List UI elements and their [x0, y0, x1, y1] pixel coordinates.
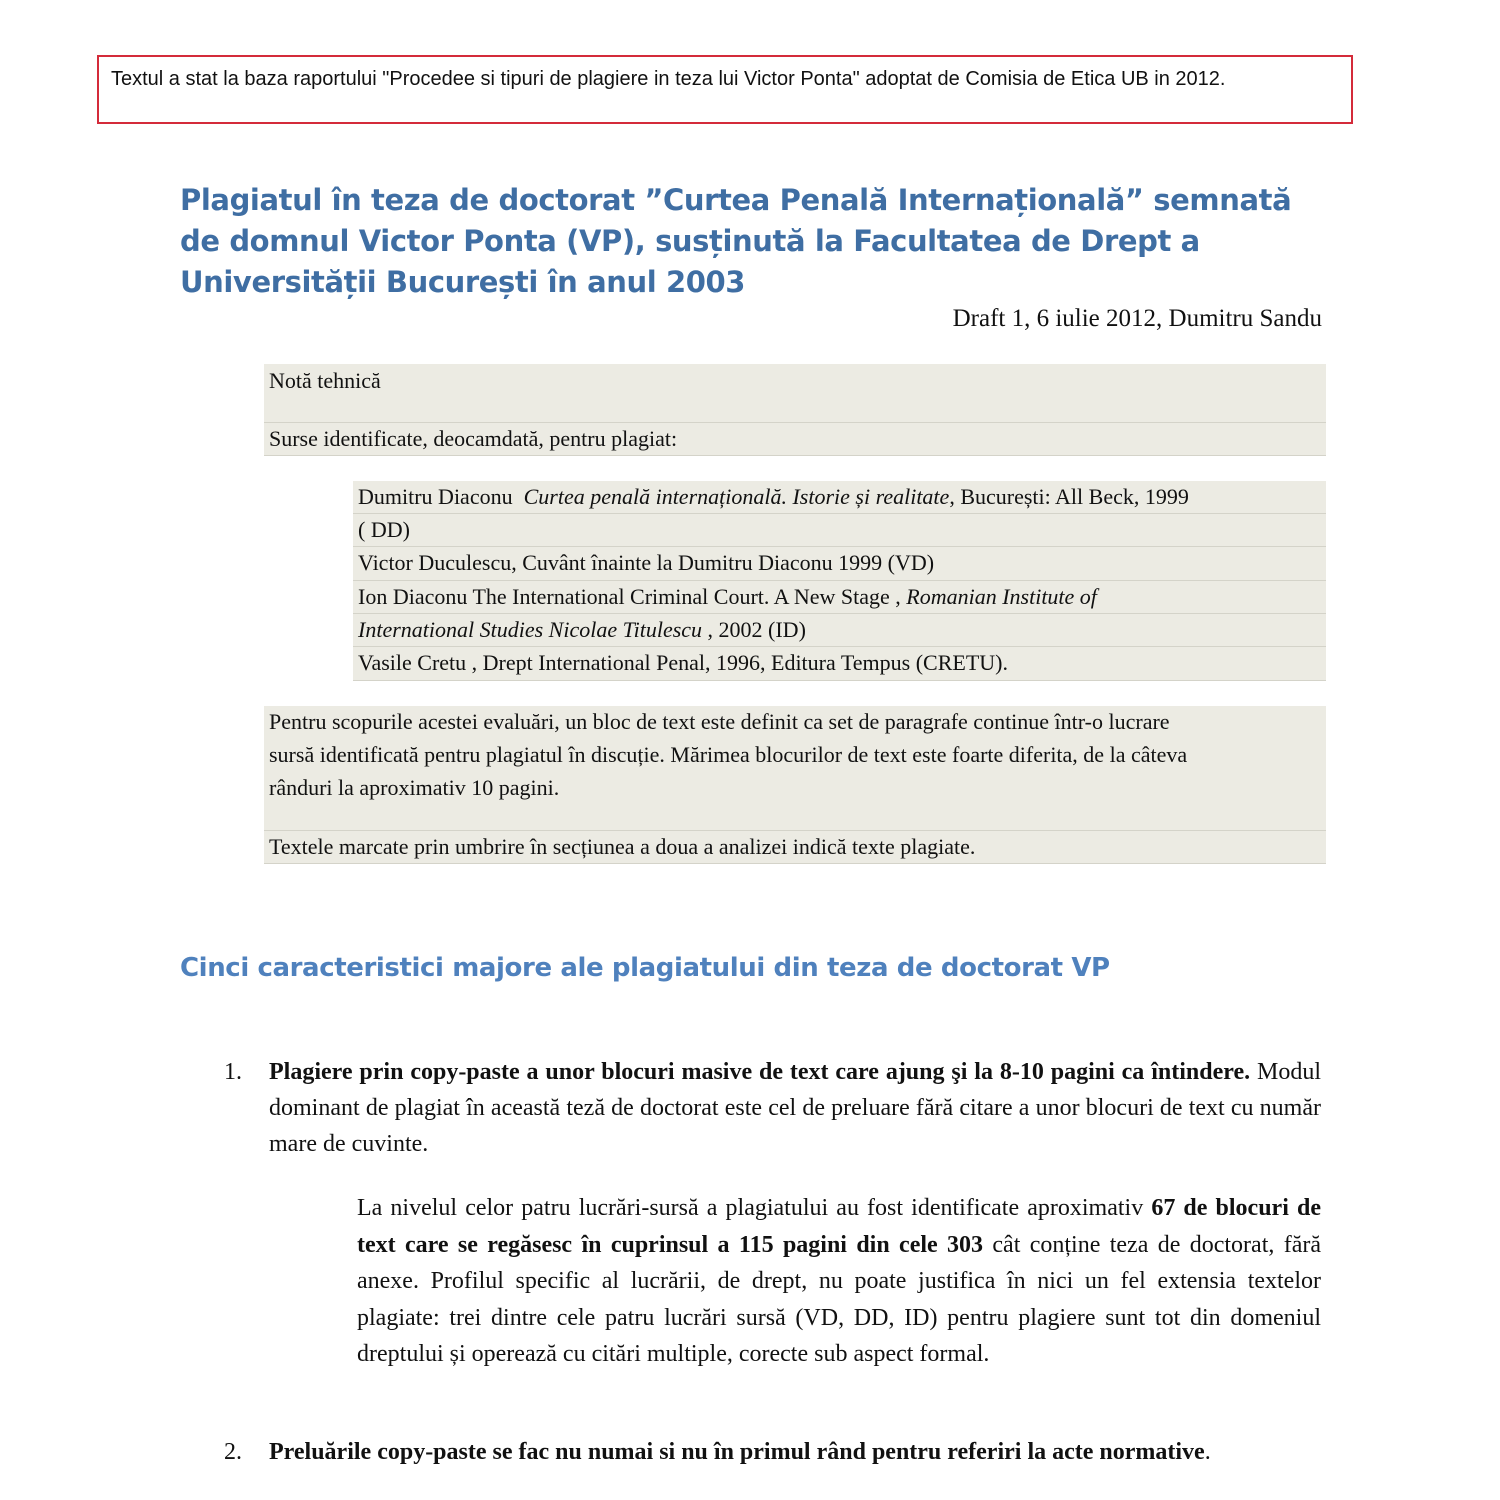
source-abbreviation: ( DD)	[353, 514, 1326, 547]
paragraph-end: cât conține teza de doctorat, fără anexe. Profilul specific al lucrării, de drept, nu poate justifica în nici un fel extensia textelor plagiate: trei dintre cele patru lucrări sursă (VD, DD, ID) pentru plagiere sunt tot din domeniul dreptului și operează cu citări multiple, corecte sub aspect formal.	[357, 1231, 1322, 1367]
paragraph-start: La nivelul celor patru lucrări-sursă a plagiatului au fost identificate aproximativ	[357, 1195, 1152, 1221]
paragraph-bold: 67 de blocuri de text care se regăsesc în cuprinsul a 115 pagini din cele 303	[357, 1195, 1321, 1258]
list-item	[269, 1054, 1321, 1162]
section-heading: Cinci caracteristici majore ale plagiatului din teza de doctorat VP	[180, 953, 1110, 983]
source-item: Vasile Cretu , Drept International Penal, 1996, Editura Tempus (CRETU).	[353, 647, 1326, 681]
definition-line: sursă identificată pentru plagiatul în discuție. Mărimea blocurilor de text este foarte diferita, de la câteva	[269, 742, 1188, 767]
findings-paragraph	[357, 1190, 1321, 1373]
technical-note-box	[264, 364, 1326, 456]
definition-line: Pentru scopurile acestei evaluări, un bloc de text este definit ca set de paragrafe continue într-o lucrare	[269, 709, 1170, 734]
list-item-number: 2.	[224, 1439, 242, 1465]
definition-line: rânduri la aproximativ 10 pagini.	[264, 772, 1326, 831]
report-notice-text: Textul a stat la baza raportului "Procedee si tipuri de plagiere in teza lui Victor Ponta" adoptat de Comisia de Etica UB in 2012.	[111, 68, 1226, 90]
draft-byline: Draft 1, 6 iulie 2012, Dumitru Sandu	[952, 305, 1322, 332]
list-item-bold: Preluările copy-paste se fac nu numai si nu în primul rând pentru referiri la acte normative	[269, 1439, 1205, 1465]
source-publisher: Romanian Institute of	[906, 584, 1097, 609]
source-publisher: International Studies Nicolae Titulescu	[358, 617, 703, 642]
document-title: Plagiatul în teza de doctorat ”Curtea Penală Internațională” semnată de domnul Victor Ponta (VP), susținută la Facultatea de Drept a Universității București în anul 2003	[180, 183, 1292, 299]
list-item	[269, 1434, 1321, 1470]
source-item	[353, 581, 1326, 614]
sources-list	[353, 481, 1326, 681]
list-item-text: .	[1204, 1439, 1211, 1465]
sources-intro: Surse identificate, deocamdată, pentru plagiat:	[264, 423, 1326, 456]
source-item: Victor Duculescu, Cuvânt înainte la Dumitru Diaconu 1999 (VD)	[353, 547, 1326, 581]
source-item	[353, 481, 1326, 514]
shading-note: Textele marcate prin umbrire în secțiunea a doua a analizei indică texte plagiate.	[264, 831, 1326, 864]
list-item-text: Modul dominant de plagiat în această teză de doctorat este cel de preluare fără citare a unor blocuri de text cu număr mare de cuvinte.	[269, 1059, 1321, 1157]
definition-box	[264, 706, 1326, 864]
source-publication: , București: All Beck, 1999	[949, 484, 1189, 509]
report-notice-box	[97, 55, 1353, 124]
source-author: Ion Diaconu The International Criminal Court. A New Stage ,	[358, 584, 907, 609]
list-item-bold: Plagiere prin copy-paste a unor blocuri masive de text care ajung şi la 8-10 pagini ca întindere.	[269, 1059, 1251, 1085]
source-author: Dumitru Diaconu	[358, 484, 513, 509]
source-publication: , 2002 (ID)	[702, 617, 806, 642]
technical-note-heading: Notă tehnică	[264, 364, 1326, 423]
list-item-number: 1.	[224, 1059, 242, 1085]
source-item-continued	[353, 614, 1326, 647]
source-title: Curtea penală internațională. Istorie și realitate	[523, 484, 950, 509]
